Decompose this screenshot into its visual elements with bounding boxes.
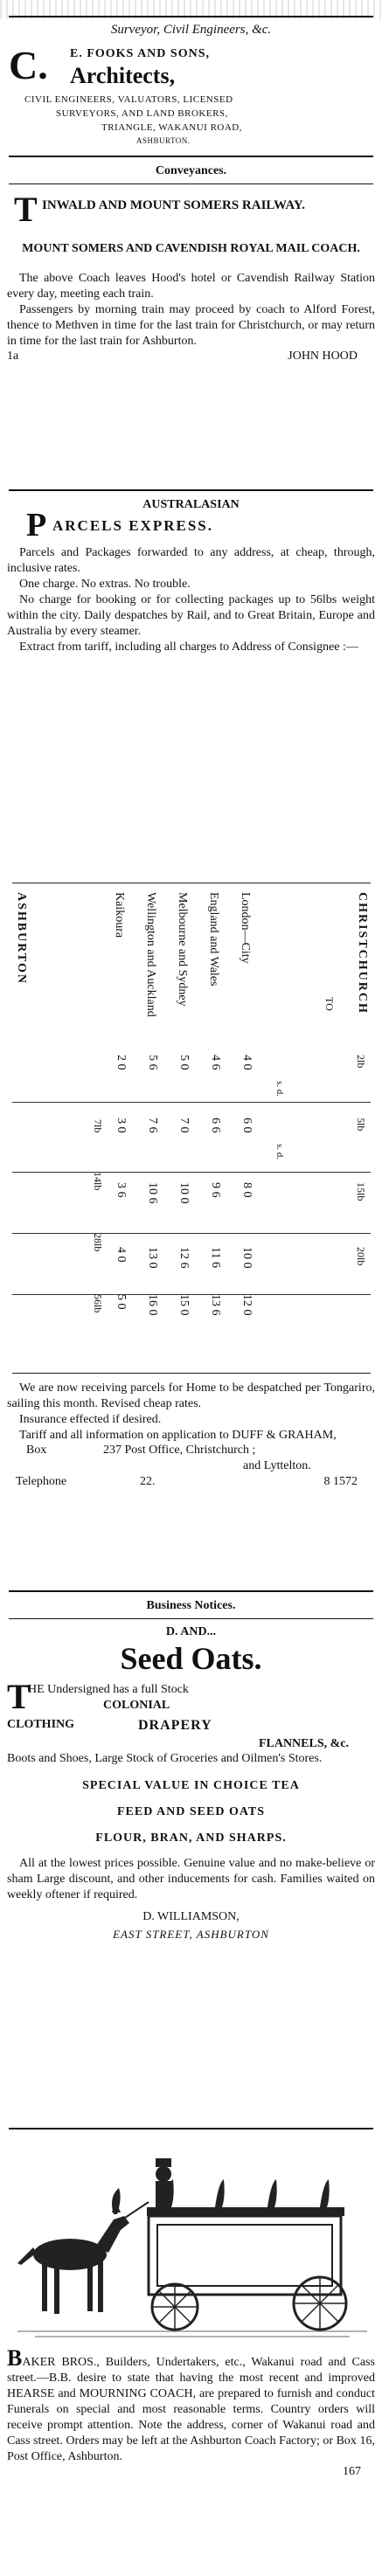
parcels-advert bbox=[7, 498, 375, 655]
table-destination: England and Wales bbox=[207, 892, 220, 987]
address-line: and Lyttelton. bbox=[243, 1459, 311, 1472]
table-cell: 15 0 bbox=[177, 1294, 191, 1316]
baker-advert bbox=[7, 2345, 375, 2479]
section-heading: Business Notices. bbox=[146, 1599, 236, 1612]
advert-address: EAST STREET, ASHBURTON bbox=[113, 1928, 269, 1941]
advert-paragraph: Insurance effected if desired. bbox=[19, 1413, 162, 1426]
fooks-advert bbox=[7, 43, 375, 145]
table-cell: 9 6 bbox=[209, 1182, 222, 1198]
firm-line: CIVIL ENGINEERS, VALUATORS, LICENSED bbox=[24, 94, 233, 105]
table-weight: 7lb bbox=[92, 1119, 104, 1133]
advert-paragraph: We are now receiving parcels for Home to be despatched per Tongariro, sailing this month. Revised cheap rates. bbox=[7, 1381, 375, 1410]
advert-line: SPECIAL VALUE IN CHOICE TEA bbox=[82, 1779, 300, 1792]
table-cell: 2 0 bbox=[115, 1055, 128, 1070]
table-cell: 10 6 bbox=[146, 1182, 159, 1204]
drop-initial: P bbox=[26, 507, 47, 544]
advert-line: HE Undersigned has a full Stock bbox=[28, 1683, 189, 1696]
divider bbox=[9, 16, 373, 17]
advert-paragraph: The above Coach leaves Hood's hotel or Cavendish Railway Station every day, meeting each train. bbox=[7, 272, 375, 301]
table-cell: 16 0 bbox=[146, 1294, 159, 1316]
advert-top: D. AND... bbox=[165, 1625, 217, 1638]
table-weight: 5lb bbox=[355, 1118, 367, 1132]
table-weight: 14lb bbox=[92, 1172, 104, 1191]
tariff-table bbox=[12, 883, 371, 1374]
table-to-label: TO bbox=[323, 997, 336, 1011]
advert-paragraph: Tariff and all information on application to DUFF & GRAHAM, bbox=[19, 1429, 337, 1442]
advert-subheading: MOUNT SOMERS AND CAVENDISH ROYAL MAIL COACH. bbox=[22, 242, 360, 255]
divider bbox=[9, 1618, 373, 1619]
table-weight: 15lb bbox=[355, 1182, 367, 1201]
table-cell: 5 6 bbox=[146, 1055, 159, 1070]
table-destination: Kaikoura bbox=[113, 892, 126, 938]
advert-title: Seed Oats. bbox=[120, 1641, 262, 1676]
advert-paragraph: Passengers by morning train may proceed by coach to Alford Forest, thence to Methven in time for the last train for Christchurch, or may return in time for the last train for Ashburton. bbox=[7, 303, 375, 348]
advert-line: CLOTHING bbox=[7, 1718, 75, 1731]
table-cell: 10 0 bbox=[240, 1247, 254, 1269]
telephone-number: 22. bbox=[140, 1475, 156, 1488]
table-cell: 4 0 bbox=[240, 1055, 254, 1070]
hearse-illustration bbox=[9, 2132, 373, 2346]
firm-line: SURVEYORS, AND LAND BROKERS, bbox=[56, 108, 228, 119]
advert-heading: ARCELS EXPRESS. bbox=[52, 517, 213, 534]
drop-initial: T bbox=[7, 1677, 31, 1716]
drop-initial: T bbox=[14, 190, 38, 229]
table-cell: 12 0 bbox=[240, 1294, 254, 1316]
advert-text: AKER BROS., Builders, Undertakers, etc., Wakanui road and Cass street.—B.B. desire to state that having the most recent and improved HEARSE and MOURNING COACH, are prepared to furnish and conduct Funerals on special and most reasonable terms. Country orders will receive prompt attention. Note the address, corner of Wakanui road and Cass street. Orders may be left at the Ashburton Coach Factory; or Box 16, Post Office, Ashburton. bbox=[7, 2356, 375, 2463]
firm-name: E. FOOKS AND SONS, bbox=[70, 47, 210, 60]
address-line: 237 Post Office, Christchurch ; bbox=[103, 1444, 256, 1457]
advert-paragraph: Boots and Shoes, Large Stock of Groceries and Oilmen's Stores. bbox=[7, 1752, 323, 1765]
advert-ref: 8 1572 bbox=[323, 1475, 358, 1488]
table-cell: 5 0 bbox=[115, 1294, 128, 1310]
table-cell: 4 0 bbox=[115, 1247, 128, 1263]
section-heading: Conveyances. bbox=[155, 164, 227, 177]
table-rule bbox=[12, 1294, 371, 1295]
advert-line: FLANNELS, &c. bbox=[258, 1737, 349, 1750]
table-cell: 13 0 bbox=[146, 1247, 159, 1269]
table-rule bbox=[12, 1102, 371, 1103]
table-weight: 56lb bbox=[92, 1294, 104, 1313]
advert-line: COLONIAL bbox=[103, 1699, 170, 1712]
box-label: Box bbox=[26, 1444, 47, 1457]
firm-line: TRIANGLE, WAKANUI ROAD, bbox=[101, 122, 243, 133]
table-cell: 4 6 bbox=[209, 1055, 222, 1070]
section-heading: Surveyor, Civil Engineers, &c. bbox=[110, 23, 272, 37]
table-destination: London—City bbox=[239, 892, 252, 964]
table-from-label: ASHBURTON bbox=[15, 892, 28, 985]
table-cell: 12 6 bbox=[177, 1247, 191, 1269]
firm-line: ASHBURTON. bbox=[136, 136, 191, 145]
table-cell: 8 0 bbox=[240, 1182, 254, 1198]
divider bbox=[9, 489, 373, 491]
advert-signature: JOHN HOOD bbox=[288, 350, 358, 363]
advert-paragraph: One charge. No extras. No trouble. bbox=[19, 578, 191, 591]
table-cell: 6 6 bbox=[209, 1118, 222, 1133]
table-destination: Wellington and Auckland bbox=[144, 892, 157, 1017]
table-unit: s. d. bbox=[274, 1081, 285, 1098]
advert-paragraph: No charge for booking or for collecting packages up to 56lbs weight within the city. Daily despatches by Rail, and to Great Britain, Europe and Australia by every steamer. bbox=[7, 593, 375, 638]
table-from-label: CHRISTCHURCH bbox=[356, 892, 369, 1014]
table-rule bbox=[12, 1233, 371, 1234]
table-weight: 20lb bbox=[355, 1247, 367, 1266]
table-cell: 3 0 bbox=[115, 1118, 128, 1133]
drop-initial: B bbox=[7, 2345, 23, 2371]
table-unit: s. d. bbox=[274, 1144, 285, 1160]
advert-ref: 167 bbox=[343, 2465, 361, 2478]
advert-signature: D. WILLIAMSON, bbox=[142, 1910, 240, 1923]
parcels-footer bbox=[7, 1381, 375, 1492]
williamson-advert bbox=[7, 1625, 375, 1942]
advert-line: FLOUR, BRAN, AND SHARPS. bbox=[95, 1832, 287, 1845]
advert-line: FEED AND SEED OATS bbox=[116, 1805, 266, 1818]
telephone-label: Telephone bbox=[16, 1475, 67, 1488]
advert-paragraph: All at the lowest prices possible. Genuine value and no make-believe or sham Large discount, and other inducements for cash. Families waited on weekly oftener if required. bbox=[7, 1857, 375, 1901]
advert-heading: AUSTRALASIAN bbox=[142, 498, 240, 511]
table-cell: 10 0 bbox=[177, 1182, 191, 1204]
divider bbox=[9, 2128, 373, 2129]
table-cell: 7 6 bbox=[146, 1118, 159, 1133]
table-weight: 2lb bbox=[355, 1055, 367, 1069]
tinwald-advert bbox=[7, 190, 375, 367]
table-cell: 3 6 bbox=[115, 1182, 128, 1198]
table-cell: 7 0 bbox=[177, 1118, 191, 1133]
divider bbox=[9, 1590, 373, 1592]
table-weight: 28lb bbox=[92, 1233, 104, 1252]
table-rule bbox=[12, 1172, 371, 1173]
advert-paragraph bbox=[7, 2345, 375, 2465]
advert-ref: 1a bbox=[7, 350, 19, 363]
table-destination: Melbourne and Sydney bbox=[176, 892, 189, 1007]
firm-title: Architects, bbox=[70, 63, 176, 88]
advert-heading: INWALD AND MOUNT SOMERS RAILWAY. bbox=[42, 198, 306, 212]
advert-paragraph: Extract from tariff, including all charges to Address of Consignee :— bbox=[19, 641, 358, 654]
table-cell: 13 6 bbox=[209, 1294, 222, 1316]
table-cell: 11 6 bbox=[209, 1247, 222, 1268]
table-cell: 5 0 bbox=[177, 1055, 191, 1070]
table-cell: 6 0 bbox=[240, 1118, 254, 1133]
advert-line: DRAPERY bbox=[138, 1718, 212, 1733]
advert-paragraph: Parcels and Packages forwarded to any address, at cheap, through, inclusive rates. bbox=[7, 546, 375, 575]
divider bbox=[9, 156, 373, 157]
drop-initial: C. bbox=[9, 43, 48, 87]
